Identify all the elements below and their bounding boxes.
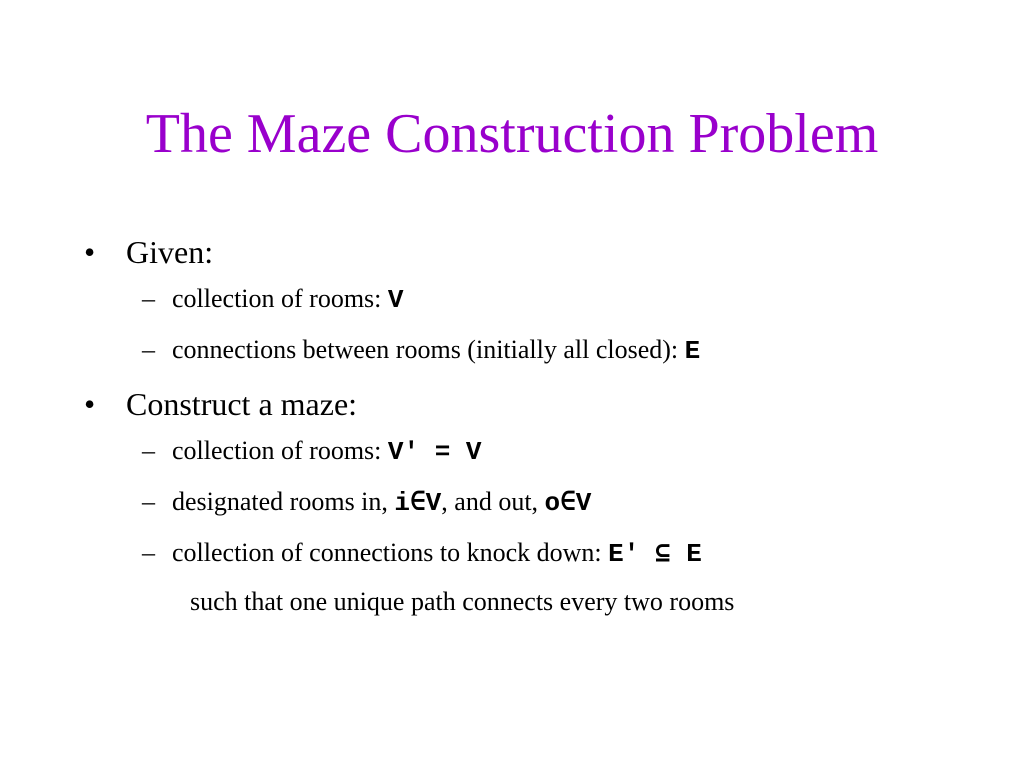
bullet-mark: • [84, 386, 96, 422]
bullet-construct [84, 382, 984, 426]
sub-item-code-out: o∈V [544, 488, 592, 518]
sub-item-connections [84, 325, 984, 376]
sub-item-text: designated rooms in, [172, 487, 395, 516]
sub-item-code-in: i∈V [394, 488, 442, 518]
sub-item-rooms [84, 274, 984, 325]
continuation-text: such that one unique path connects every two rooms [190, 587, 735, 616]
sub-item-designated-rooms [84, 477, 984, 528]
sub-item-text: connections between rooms (initially all closed): [172, 335, 685, 364]
sub-item-text: collection of rooms: [172, 436, 388, 465]
dash-mark: – [142, 436, 155, 465]
sub-item-code: V′ = V [387, 437, 482, 467]
sub-item-code: E [684, 336, 701, 366]
sub-item-knock-down [84, 528, 984, 579]
dash-mark: – [142, 335, 155, 364]
sub-item-text-mid: , and out, [441, 487, 545, 516]
sub-item-code: E′ ⊆ E [608, 539, 702, 569]
sub-item-text: collection of rooms: [172, 284, 388, 313]
sub-item-text: collection of connections to knock down: [172, 538, 609, 567]
dash-mark: – [142, 487, 155, 516]
slide-title: The Maze Construction Problem [145, 103, 879, 165]
dash-mark: – [142, 284, 155, 313]
slide-body [84, 230, 984, 625]
bullet-text: Given: [126, 234, 214, 270]
sub-item-maze-rooms [84, 426, 984, 477]
dash-mark: – [142, 538, 155, 567]
bullet-mark: • [84, 234, 96, 270]
sub-item-code: V [387, 285, 404, 315]
bullet-given [84, 230, 984, 274]
bullet-text: Construct a maze: [126, 386, 358, 422]
